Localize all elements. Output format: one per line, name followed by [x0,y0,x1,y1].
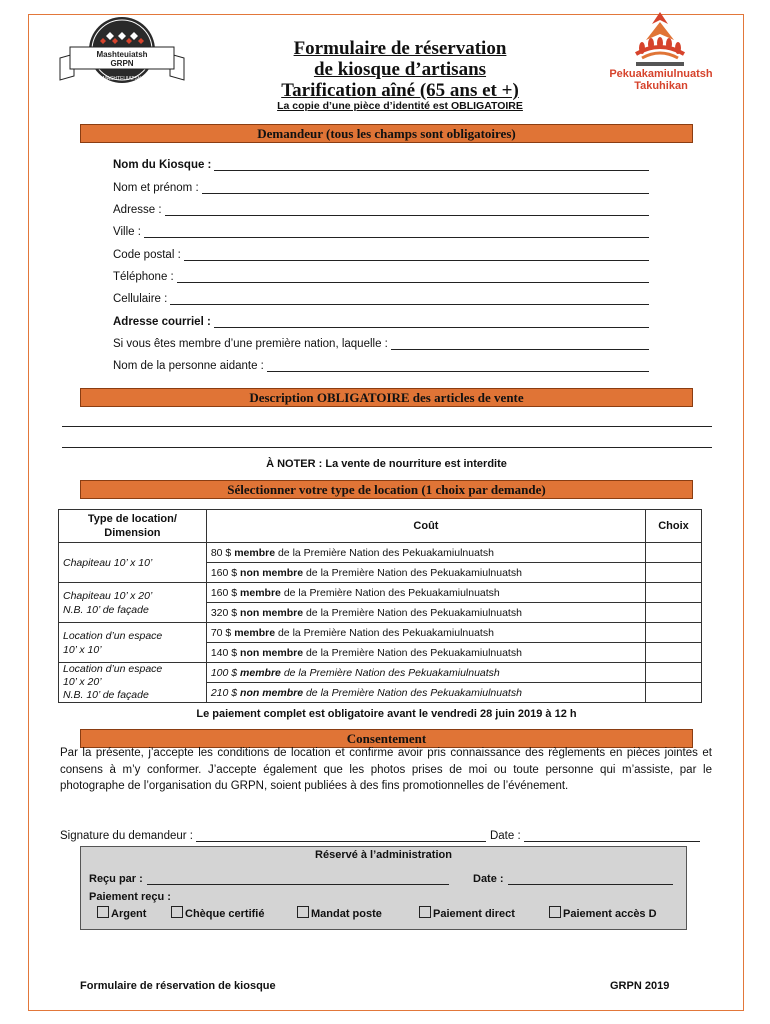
section-header-consent: Consentement [80,729,693,748]
member-kind: membre [234,546,276,559]
admin-payment-label: Paiement reçu : [89,891,171,903]
type-chapiteau-10x20 [59,583,207,623]
table-row [59,543,702,563]
food-sale-note: À NOTER : La vente de nourriture est interdite [266,458,507,470]
field-postal-code[interactable] [113,245,649,261]
field-label: Ville : [113,226,141,238]
signature-date-line[interactable] [524,829,700,842]
input-line[interactable] [170,292,649,305]
cost-rest: de la Première Nation des Pekuakamiulnuatsh [305,686,522,699]
admin-received-row [89,869,449,885]
signature-line[interactable] [196,829,486,842]
location-table [58,509,702,703]
price: 70 $ [210,626,232,639]
field-cellphone[interactable] [113,289,649,305]
type-space-10x20 [59,663,207,703]
field-label: Téléphone : [113,271,174,283]
field-label: Nom de la personne aidante : [113,360,264,372]
checkbox[interactable] [97,906,109,918]
option-label: Paiement accès D [563,908,657,920]
field-label: Code postal : [113,249,181,261]
choice-cell[interactable] [646,683,702,703]
option-direct-payment[interactable] [419,906,515,920]
type-line: Chapiteau 10’ x 10’ [63,556,153,569]
input-line[interactable] [184,248,649,261]
type-line: Location d’un espace [63,663,163,675]
price: 210 $ [210,686,238,699]
type-line: 10’ x 10’ [63,643,102,656]
signature-date-label: Date : [489,830,521,842]
cost-cell [206,603,645,623]
price: 80 $ [210,546,232,559]
header-type: Type de location/ Dimension [59,510,207,543]
choice-cell[interactable] [646,543,702,563]
header-choice: Choix [646,510,702,543]
input-line[interactable] [214,158,649,171]
form-title-line-1: Formulaire de réservation [293,38,507,59]
member-kind: membre [234,626,276,639]
choice-cell[interactable] [646,663,702,683]
type-line: Location d’un espace [63,629,163,642]
cost-cell [206,663,645,683]
checkbox[interactable] [171,906,183,918]
option-label: Paiement direct [433,908,515,920]
input-line[interactable] [165,203,649,216]
type-line: Chapiteau 10’ x 20’ [63,589,153,602]
member-kind: non membre [240,606,304,619]
admin-box [80,846,687,930]
type-space-10x10 [59,623,207,663]
option-label: Mandat poste [311,908,382,920]
consent-text: Par la présente, j’accepte les conditions de location et confirme avoir pris connaissance des règlements en pièces jointes et consens à m’y conformer. J’accepte également que les photos prises de moi ou toute personne qui m’assiste, par le photographe de l’organisation du GRPN, soient publiées à des fins promotionnelles de l’événement. [60,747,712,792]
choice-cell[interactable] [646,563,702,583]
choice-cell[interactable] [646,643,702,663]
description-line-1[interactable] [62,426,712,427]
option-label: Argent [111,908,147,920]
admin-title: Réservé à l’administration [315,849,452,861]
option-acces-d[interactable] [549,906,657,920]
choice-cell[interactable] [646,623,702,643]
input-line[interactable] [391,337,649,350]
input-line[interactable] [267,359,649,372]
member-kind: membre [240,666,281,679]
field-label: Nom et prénom : [113,182,199,194]
field-kiosk-name[interactable] [113,155,649,171]
input-line[interactable] [214,315,649,328]
type-line: N.B. 10’ de façade [63,603,149,616]
footer-right: GRPN 2019 [610,980,670,992]
field-address[interactable] [113,200,649,216]
table-row [59,623,702,643]
table-header-row [59,510,702,543]
type-chapiteau-10x10 [59,543,207,583]
cost-rest: de la Première Nation des Pekuakamiulnuatsh [277,546,494,559]
section-header-demandeur: Demandeur (tous les champs sont obligatoires) [80,124,693,143]
pekuakamiulnuatsh-logo-icon [622,10,698,68]
field-label: Cellulaire : [113,293,168,305]
section-header-location: Sélectionner votre type de location (1 choix par demande) [80,480,693,499]
section-header-description: Description OBLIGATOIRE des articles de vente [80,388,693,407]
field-label: Si vous êtes membre d’une première nation, laquelle : [113,338,388,350]
field-label: Adresse courriel : [113,316,211,328]
admin-date-line[interactable] [508,872,673,885]
grpn-logo [52,14,192,88]
logo-right-subname: Takuhikan [634,80,688,92]
price: 160 $ [210,586,238,599]
admin-date-row [473,869,673,885]
checkbox[interactable] [549,906,561,918]
member-kind: membre [240,586,281,599]
price: 160 $ [210,566,238,579]
field-label: Nom du Kiosque : [113,159,212,171]
logo-left-line-1: Mashteuiatsh [96,50,148,59]
cost-rest: de la Première Nation des Pekuakamiulnuatsh [305,646,522,659]
cost-cell [206,643,645,663]
table-row [59,583,702,603]
field-first-nation[interactable] [113,334,649,350]
price: 100 $ [210,666,238,679]
footer-left: Formulaire de réservation de kiosque [80,980,276,992]
field-label: Adresse : [113,204,162,216]
description-line-2[interactable] [62,447,712,448]
cost-cell [206,543,645,563]
cost-cell [206,563,645,583]
table-row [59,663,702,683]
input-line[interactable] [202,181,649,194]
option-certified-cheque[interactable] [171,906,264,920]
form-title-line-3: Tarification aîné (65 ans et +) [281,80,519,101]
cost-rest: de la Première Nation des Pekuakamiulnuatsh [305,566,522,579]
field-full-name[interactable] [113,178,649,194]
cost-rest: de la Première Nation des Pekuakamiulnuatsh [277,626,494,639]
option-money-order[interactable] [297,906,382,920]
field-email[interactable] [113,312,649,328]
checkbox[interactable] [297,906,309,918]
cost-cell [206,623,645,643]
choice-cell[interactable] [646,603,702,623]
member-kind: non membre [240,686,304,699]
field-helper-name[interactable] [113,356,649,372]
cost-rest: de la Première Nation des Pekuakamiulnuatsh [305,606,522,619]
payment-deadline-notice: Le paiement complet est obligatoire avant le vendredi 28 juin 2019 à 12 h [196,708,577,720]
signature-row [60,826,700,842]
option-label: Chèque certifié [185,908,265,920]
cost-rest: de la Première Nation des Pekuakamiulnuatsh [283,586,500,599]
admin-received-line[interactable] [147,872,449,885]
choice-cell[interactable] [646,583,702,603]
field-city[interactable] [113,222,649,238]
cost-rest: de la Première Nation des Pekuakamiulnuatsh [283,666,500,679]
cost-cell [206,683,645,703]
logo-right-name: Pekuakamiulnuatsh [609,68,713,80]
price: 320 $ [210,606,238,619]
admin-received-label: Reçu par : [89,873,143,885]
admin-date-label: Date : [473,873,504,885]
id-required-note: La copie d’une pièce d’identité est OBLIGATOIRE [277,100,523,112]
price: 140 $ [210,646,238,659]
member-kind: non membre [240,566,304,579]
field-phone[interactable] [113,267,649,283]
type-line: N.B. 10’ de façade [63,689,149,701]
form-title-line-2: de kiosque d’artisans [313,59,487,80]
logo-left-line-3: MASHTEUIATSH [102,76,142,82]
signature-label: Signature du demandeur : [60,830,193,842]
logo-left-line-2: GRPN [110,59,134,68]
input-line[interactable] [144,225,649,238]
type-line: 10’ x 20’ [63,676,102,688]
header-cost: Coût [206,510,645,543]
member-kind: non membre [240,646,304,659]
option-cash[interactable] [97,906,146,920]
checkbox[interactable] [419,906,431,918]
cost-cell [206,583,645,603]
input-line[interactable] [177,270,649,283]
